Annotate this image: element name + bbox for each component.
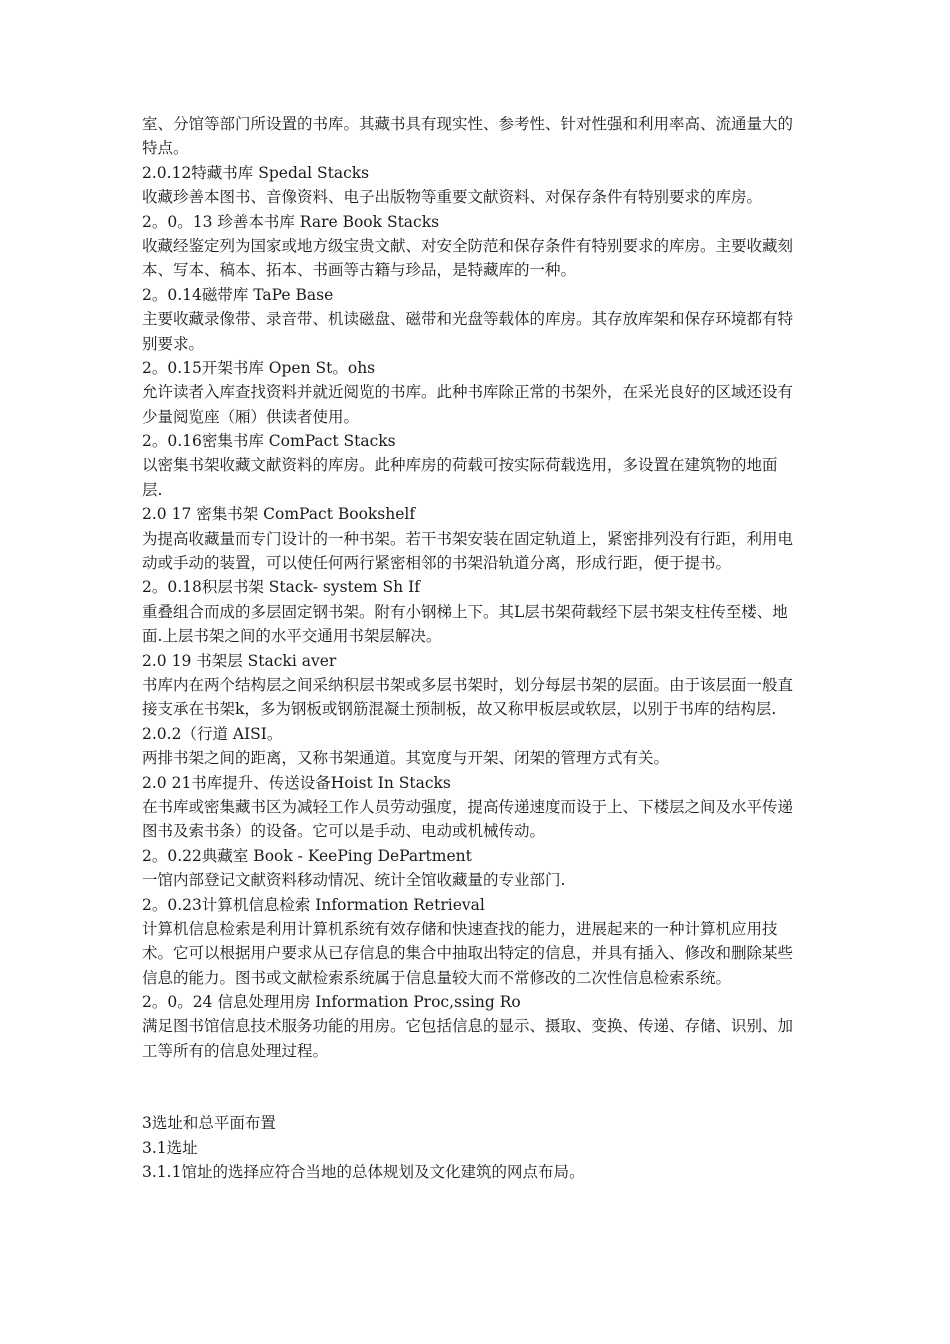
text-line: 工等所有的信息处理过程。: [142, 1041, 329, 1060]
text-line: 重叠组合而成的多层固定钢书架。附有小钢梯上下。其L层书架荷载经下层书架支柱传至楼、地: [142, 602, 788, 621]
text-line: 2.0 19 书架层 Stacki aver: [142, 651, 337, 670]
text-line: 术。它可以根据用户要求从已存信息的集合中抽取出特定的信息，并具有插入、修改和删除某些: [142, 944, 794, 963]
text-line: 计算机信息检索是利用计算机系统有效存储和快速查找的能力，进展起来的一种计算机应用技: [142, 919, 778, 938]
text-line: 2。0。13 珍善本书库 Rare Book Stacks: [142, 212, 440, 231]
text-line: 2。0。24 信息处理用房 Information Proc,ssing Ro: [142, 993, 521, 1012]
text-line: 为提高收藏量而专门设计的一种书架。若干书架安装在固定轨道上，紧密排列没有行距，利用电: [142, 529, 794, 548]
text-line: 2。0.23计算机信息检索 Information Retrieval: [142, 895, 485, 914]
text-line: 动或手动的装置，可以使任何两行紧密相邻的书架沿轨道分离，形成行距，便于提书。: [142, 554, 732, 573]
text-line: 两排书架之间的距离，又称书架通道。其宽度与开架、闭架的管理方式有关。: [142, 749, 670, 768]
text-line: 少量阅览座（厢）供读者使用。: [142, 407, 360, 426]
text-line: 以密集书架收藏文献资料的库房。此种库房的荷载可按实际荷载选用，多设置在建筑物的地面: [142, 456, 778, 475]
section-3-site-selection: [142, 1111, 822, 1184]
text-line: 3选址和总平面布置: [142, 1114, 276, 1133]
text-line: 2.0.2（行道 AISI。: [142, 724, 283, 743]
text-line: 一馆内部登记文献资料移动情况、统计全馆收藏量的专业部门.: [142, 871, 566, 890]
text-line: 2。0.16密集书库 ComPact Stacks: [142, 432, 396, 451]
text-line: 主要收藏录像带、录音带、机读磁盘、磁带和光盘等载体的库房。其存放库架和保存环境都有特: [142, 310, 794, 329]
text-line: 室、分馆等部门所设置的书库。其藏书具有现实性、参考性、针对性强和利用率高、流通量大的: [142, 115, 794, 133]
text-line: 3.1.1馆址的选择应符合当地的总体规划及文化建筑的网点布局。: [142, 1163, 585, 1182]
text-line: 层.: [142, 480, 163, 499]
text-line: 特点。: [142, 139, 189, 158]
text-line: 3.1选址: [142, 1138, 198, 1157]
text-line: 收藏经鉴定列为国家或地方级宝贵文献、对安全防范和保存条件有特别要求的库房。主要收藏刻: [142, 236, 794, 255]
text-line: 图书及索书条）的设备。它可以是手动、电动或机械传动。: [142, 822, 546, 841]
document-page: [142, 112, 822, 1184]
text-line: 2。0.22典藏室 Book - KeePing DePartment: [142, 846, 472, 865]
text-line: 面.上层书架之间的水平交通用书架层解决。: [142, 627, 442, 646]
text-line: 2。0.15开架书库 Open St。ohs: [142, 358, 376, 377]
text-line: 2。0.18积层书架 Stack- system Sh If: [142, 578, 420, 597]
text-line: 接支承在书架k，多为钢板或钢筋混凝土预制板，故又称甲板层或软层，以别于书库的结构层.: [142, 700, 777, 719]
text-line: 允许读者入库查找资料并就近阅览的书库。此种书库除正常的书架外，在采光良好的区域还设有: [142, 383, 794, 402]
text-line: 别要求。: [142, 334, 205, 353]
text-line: 满足图书馆信息技术服务功能的用房。它包括信息的显示、摄取、变换、传递、存储、识别、加: [142, 1017, 794, 1036]
text-line: 收藏珍善本图书、音像资料、电子出版物等重要文献资料、对保存条件有特别要求的库房。: [142, 188, 763, 207]
text-line: 2.0.12特藏书库 Spedal Stacks: [142, 163, 370, 182]
section-2-definitions: [142, 112, 822, 1063]
text-line: 本、写本、稿本、拓本、书画等古籍与珍品，是特藏库的一种。: [142, 261, 577, 280]
text-line: 信息的能力。图书或文献检索系统属于信息量较大而不常修改的二次性信息检索系统。: [142, 968, 732, 987]
text-line: 在书库或密集藏书区为减轻工作人员劳动强度，提高传递速度而设于上、下楼层之间及水平传递: [142, 797, 794, 816]
text-line: 2.0 17 密集书架 ComPact Bookshelf: [142, 505, 416, 524]
text-line: 2。0.14磁带库 TaPe Base: [142, 285, 334, 304]
text-line: 2.0 21书库提升、传送设备Hoist In Stacks: [142, 773, 451, 792]
section-gap: [142, 1063, 822, 1111]
text-line: 书库内在两个结构层之间采纳积层书架或多层书架时，划分每层书架的层面。由于该层面一般直: [142, 675, 794, 694]
